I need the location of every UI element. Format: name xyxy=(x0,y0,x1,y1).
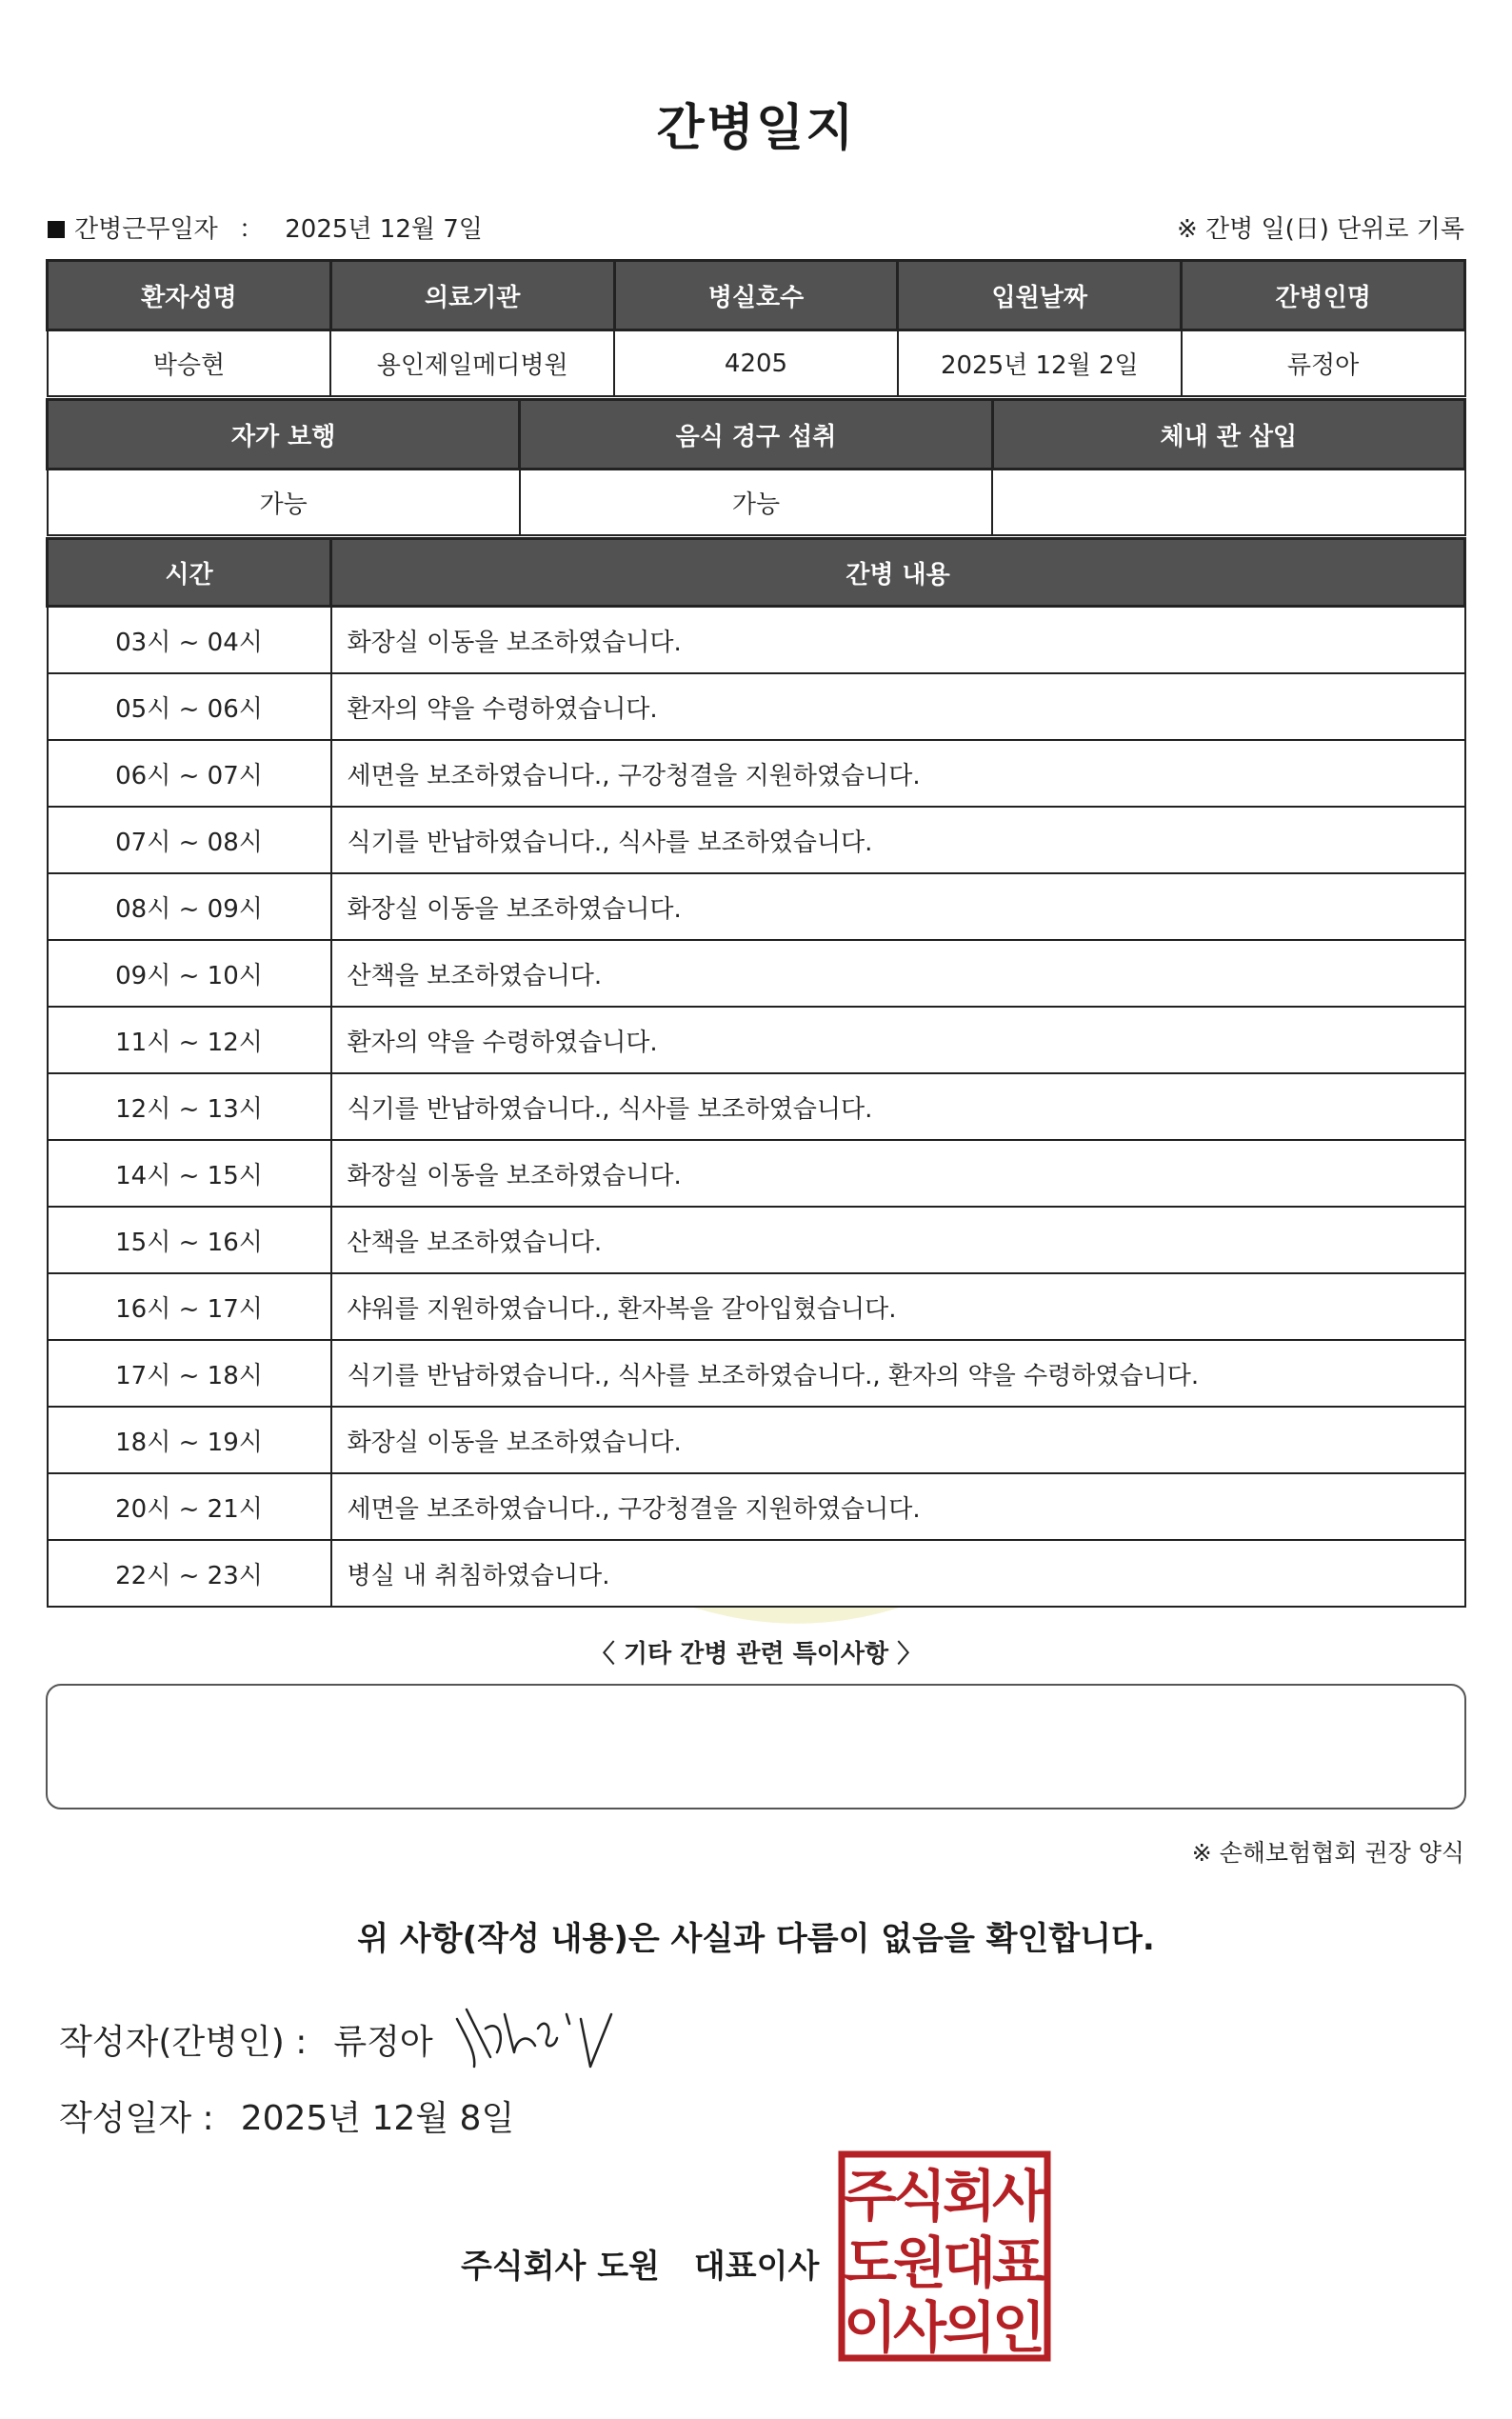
room-number-value: 4205 xyxy=(614,330,898,397)
content-cell: 식기를 반납하였습니다., 식사를 보조하였습니다., 환자의 약을 수령하였습니다. xyxy=(331,1340,1465,1407)
writer-name: 류정아 xyxy=(333,2023,433,2062)
time-cell: 18시 ~ 19시 xyxy=(48,1407,331,1473)
table-row xyxy=(48,607,1465,674)
time-cell: 14시 ~ 15시 xyxy=(48,1140,331,1207)
time-cell: 08시 ~ 09시 xyxy=(48,873,331,940)
content-cell: 식기를 반납하였습니다., 식사를 보조하였습니다. xyxy=(331,807,1465,873)
care-log-table xyxy=(46,537,1466,1608)
company-line xyxy=(461,2240,819,2287)
table-row xyxy=(48,1473,1465,1540)
care-log-header-row xyxy=(48,539,1465,607)
document-title: 간병일지 xyxy=(656,100,856,157)
table-row xyxy=(48,1407,1465,1473)
source-note: ※ 손해보험협회 권장 양식 xyxy=(1191,1839,1464,1867)
patient-info-table xyxy=(46,259,1466,397)
admission-date-value: 2025년 12월 2일 xyxy=(898,330,1182,397)
square-bullet-icon xyxy=(48,221,65,238)
table-row xyxy=(48,807,1465,873)
oral-intake-value: 가능 xyxy=(520,470,992,536)
header-oral-intake: 음식 경구 섭취 xyxy=(520,400,992,470)
work-date-line xyxy=(48,210,483,245)
time-cell: 20시 ~ 21시 xyxy=(48,1473,331,1540)
time-cell: 16시 ~ 17시 xyxy=(48,1273,331,1340)
time-cell: 17시 ~ 18시 xyxy=(48,1340,331,1407)
table-row xyxy=(48,1007,1465,1073)
table-row xyxy=(48,1273,1465,1340)
content-cell: 환자의 약을 수령하였습니다. xyxy=(331,1007,1465,1073)
work-date-separator: ： xyxy=(238,215,264,244)
content-cell: 샤워를 지원하였습니다., 환자복을 갈아입혔습니다. xyxy=(331,1273,1465,1340)
table-row xyxy=(48,673,1465,740)
signature-icon xyxy=(448,2000,619,2076)
svg-text:주: 주 xyxy=(843,2164,898,2229)
svg-text:회: 회 xyxy=(942,2164,997,2229)
time-cell: 11시 ~ 12시 xyxy=(48,1007,331,1073)
svg-text:도: 도 xyxy=(843,2230,898,2295)
written-date-value: 2025년 12월 8일 xyxy=(240,2099,515,2138)
content-cell: 환자의 약을 수령하였습니다. xyxy=(331,673,1465,740)
table-row xyxy=(48,1540,1465,1607)
time-cell: 15시 ~ 16시 xyxy=(48,1207,331,1273)
svg-text:인: 인 xyxy=(991,2295,1046,2360)
time-cell: 07시 ~ 08시 xyxy=(48,807,331,873)
unit-note: ※ 간병 일(日) 단위로 기록 xyxy=(1176,215,1464,244)
table-row xyxy=(48,1207,1465,1273)
patient-name-value: 박승현 xyxy=(48,330,331,397)
content-cell: 식기를 반납하였습니다., 식사를 보조하였습니다. xyxy=(331,1073,1465,1140)
patient-info-header-row xyxy=(48,261,1465,330)
header-hospital: 의료기관 xyxy=(330,261,614,330)
company-seal-icon xyxy=(838,2150,1051,2362)
table-row xyxy=(48,1073,1465,1140)
svg-text:식: 식 xyxy=(892,2164,947,2229)
self-walking-value: 가능 xyxy=(48,470,520,536)
writer-label: 작성자(간병인) : xyxy=(59,2023,308,2062)
table-row xyxy=(48,940,1465,1007)
time-cell: 22시 ~ 23시 xyxy=(48,1540,331,1607)
content-cell: 세면을 보조하였습니다., 구강청결을 지원하였습니다. xyxy=(331,740,1465,807)
header-time: 시간 xyxy=(48,539,331,607)
company-title: 대표이사 xyxy=(693,2248,820,2286)
svg-text:대: 대 xyxy=(942,2230,997,2295)
content-cell: 화장실 이동을 보조하였습니다. xyxy=(331,873,1465,940)
abilities-value-row xyxy=(48,470,1465,536)
time-cell: 05시 ~ 06시 xyxy=(48,673,331,740)
content-cell: 화장실 이동을 보조하였습니다. xyxy=(331,1407,1465,1473)
content-cell: 산책을 보조하였습니다. xyxy=(331,1207,1465,1273)
table-row xyxy=(48,1340,1465,1407)
content-cell: 화장실 이동을 보조하였습니다. xyxy=(331,607,1465,674)
svg-text:의: 의 xyxy=(942,2295,997,2360)
abilities-header-row xyxy=(48,400,1465,470)
written-date-line xyxy=(59,2091,514,2140)
time-cell: 09시 ~ 10시 xyxy=(48,940,331,1007)
tube-insertion-value xyxy=(992,470,1464,536)
notes-box xyxy=(46,1684,1466,1809)
table-row xyxy=(48,1140,1465,1207)
table-row xyxy=(48,873,1465,940)
header-tube-insertion: 체내 관 삽입 xyxy=(992,400,1464,470)
header-care-content: 간병 내용 xyxy=(331,539,1465,607)
svg-text:표: 표 xyxy=(991,2230,1046,2295)
notes-title: 〈 기타 간병 관련 특이사항 〉 xyxy=(589,1640,923,1669)
time-cell: 12시 ~ 13시 xyxy=(48,1073,331,1140)
time-cell: 06시 ~ 07시 xyxy=(48,740,331,807)
content-cell: 산책을 보조하였습니다. xyxy=(331,940,1465,1007)
work-date-value: 2025년 12월 7일 xyxy=(285,215,483,244)
svg-text:사: 사 xyxy=(892,2295,947,2360)
content-cell: 화장실 이동을 보조하였습니다. xyxy=(331,1140,1465,1207)
header-patient-name: 환자성명 xyxy=(48,261,331,330)
patient-abilities-table xyxy=(46,398,1466,536)
table-row xyxy=(48,740,1465,807)
company-name: 주식회사 도원 xyxy=(461,2248,660,2286)
content-cell: 세면을 보조하였습니다., 구강청결을 지원하였습니다. xyxy=(331,1473,1465,1540)
patient-info-value-row xyxy=(48,330,1465,397)
svg-text:이: 이 xyxy=(843,2295,898,2360)
svg-text:원: 원 xyxy=(892,2230,947,2295)
svg-text:사: 사 xyxy=(991,2164,1046,2229)
confirmation-statement: 위 사항(작성 내용)은 사실과 다름이 없음을 확인합니다. xyxy=(357,1920,1155,1958)
writer-line xyxy=(59,2015,433,2064)
header-room-number: 병실호수 xyxy=(614,261,898,330)
header-self-walking: 자가 보행 xyxy=(48,400,520,470)
caregiver-name-value: 류정아 xyxy=(1182,330,1465,397)
work-date-label: 간병근무일자 xyxy=(74,215,218,244)
header-admission-date: 입원날짜 xyxy=(898,261,1182,330)
content-cell: 병실 내 취침하였습니다. xyxy=(331,1540,1465,1607)
written-date-label: 작성일자 : xyxy=(59,2099,214,2138)
header-caregiver-name: 간병인명 xyxy=(1182,261,1465,330)
time-cell: 03시 ~ 04시 xyxy=(48,607,331,674)
hospital-value: 용인제일메디병원 xyxy=(330,330,614,397)
